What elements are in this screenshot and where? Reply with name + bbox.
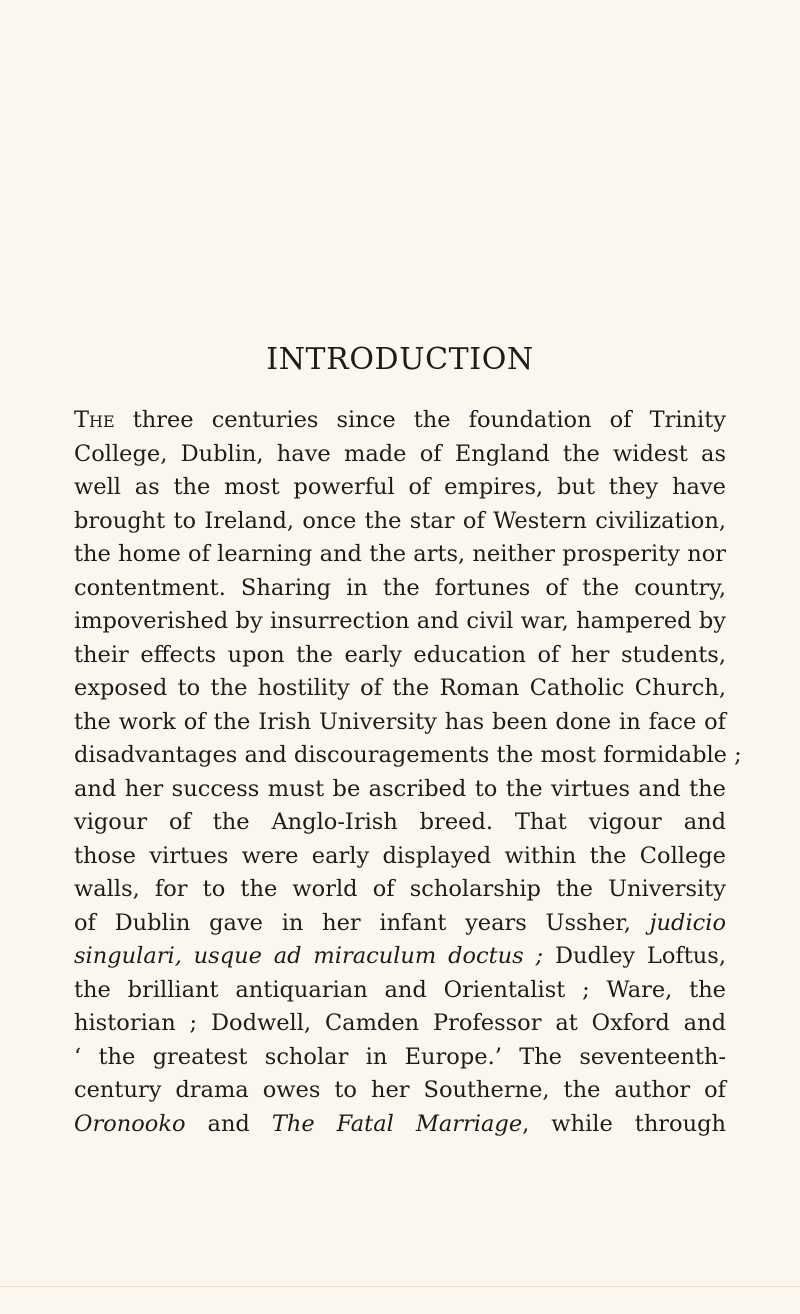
text-line <box>74 1007 726 1041</box>
text-segment: Dudley Loftus, <box>543 943 726 969</box>
text-line <box>74 505 726 539</box>
small-caps-text: The <box>74 407 115 433</box>
text-line <box>74 1108 726 1142</box>
text-line <box>74 840 726 874</box>
text-line <box>74 605 726 639</box>
text-segment: three centuries since the foundation of Trinity <box>114 407 726 433</box>
text-line <box>74 639 726 673</box>
text-line <box>74 538 726 572</box>
text-line <box>74 471 726 505</box>
text-segment: contentment. Sharing in the fortunes of the country, <box>74 574 726 601</box>
text-segment: brought to Ireland, once the star of Western civilization, <box>74 507 726 534</box>
text-line <box>74 907 726 941</box>
text-segment: walls, for to the world of scholarship the University <box>74 876 726 902</box>
italic-text: judicio <box>649 909 726 936</box>
text-segment: those virtues were early displayed within the College <box>74 842 726 869</box>
body-paragraph <box>74 404 742 1141</box>
text-segment: disadvantages and discouragements the most formidable ; <box>74 742 742 768</box>
page-title: INTRODUCTION <box>266 342 534 377</box>
text-segment: well as the most powerful of empires, but they have <box>74 474 726 500</box>
italic-text: singulari, usque ad miraculum doctus ; <box>74 943 544 969</box>
text-segment: vigour of the Anglo-Irish breed. That vigour and <box>74 809 726 835</box>
text-segment: the home of learning and the arts, neither prosperity nor <box>74 541 726 567</box>
text-segment: impoverished by insurrection and civil war, hampered by <box>74 608 726 634</box>
text-line <box>74 873 726 907</box>
text-line <box>74 974 726 1008</box>
text-line <box>74 1041 726 1075</box>
text-line <box>74 438 726 472</box>
text-segment: of Dublin gave in her infant years Ussher, <box>74 909 650 936</box>
text-segment: the brilliant antiquarian and Orientalist ; Ware, the <box>74 976 726 1003</box>
text-segment: century drama owes to her Southerne, the author of <box>74 1077 726 1103</box>
text-segment: exposed to the hostility of the Roman Catholic Church, <box>74 675 726 701</box>
text-segment: College, Dublin, have made of England the widest as <box>74 440 726 467</box>
text-segment: , while through <box>522 1110 726 1137</box>
text-segment: the work of the Irish University has been done in face of <box>74 708 726 735</box>
text-segment: their effects upon the early education of her students, <box>74 641 726 668</box>
italic-text: Oronooko <box>74 1110 186 1137</box>
text-segment: ‘ the greatest scholar in Europe.’ The seventeenth- <box>74 1043 726 1070</box>
text-line <box>74 404 726 438</box>
text-line <box>74 739 742 773</box>
text-segment: historian ; Dodwell, Camden Professor at Oxford and <box>74 1010 726 1036</box>
text-segment: and her success must be ascribed to the virtues and the <box>74 775 726 802</box>
text-line <box>74 773 726 807</box>
text-segment: and <box>185 1110 272 1137</box>
text-line <box>74 572 726 606</box>
text-line <box>74 706 726 740</box>
text-line <box>74 940 726 974</box>
italic-text: The Fatal Marriage <box>271 1110 523 1137</box>
text-line <box>74 1074 726 1108</box>
page-edge-rule <box>0 1286 800 1287</box>
text-line <box>74 806 726 840</box>
text-line <box>74 672 726 706</box>
